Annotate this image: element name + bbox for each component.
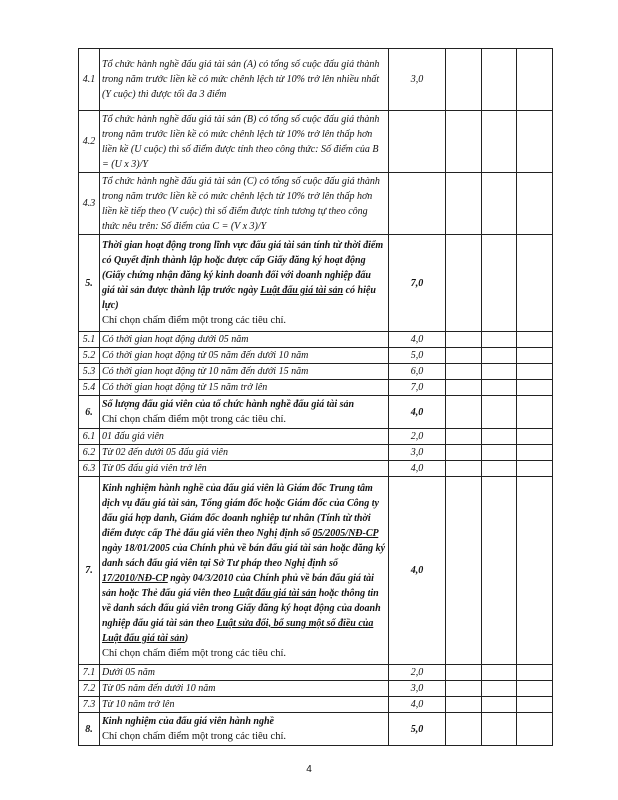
table-row bbox=[79, 665, 553, 681]
criterion-heading: Kinh nghiệm của đấu giá viên hành nghề bbox=[102, 716, 274, 727]
heading-text: có hiệu lực) bbox=[102, 285, 376, 311]
criterion-text: Từ 10 năm trở lên bbox=[100, 697, 389, 713]
empty-cell bbox=[446, 697, 482, 713]
row-number: 6. bbox=[79, 396, 100, 429]
empty-cell bbox=[446, 380, 482, 396]
criterion-heading bbox=[102, 481, 386, 646]
row-number: 6.3 bbox=[79, 461, 100, 477]
table-row bbox=[79, 380, 553, 396]
criterion-text: 01 đấu giá viên bbox=[100, 429, 389, 445]
heading-text: ) bbox=[184, 632, 189, 644]
empty-cell bbox=[446, 713, 482, 746]
table-row bbox=[79, 348, 553, 364]
empty-cell bbox=[446, 332, 482, 348]
empty-cell bbox=[446, 445, 482, 461]
heading-text: ngày 04/3/2010 của Chính phủ về bán đấu giá tài sản hoặc Thẻ đấu giá viên theo bbox=[102, 572, 374, 599]
table-row bbox=[79, 429, 553, 445]
criterion-text: Từ 05 đấu giá viên trở lên bbox=[100, 461, 389, 477]
row-number: 6.2 bbox=[79, 445, 100, 461]
row-number: 4.1 bbox=[79, 49, 100, 111]
heading-text: Kinh nghiệm hành nghề của đấu giá viên là Giám đốc Trung tâm dịch vụ đấu giá tài sản, Tổng giám đốc hoặc Giám đốc của Công ty đấu giá hợp danh, Giám đốc doanh nghiệp tư nhân (Tính từ thời điểm được cấp Thẻ đấu giá viên theo Nghị định số bbox=[102, 482, 379, 539]
criterion-cell bbox=[100, 235, 389, 332]
criterion-text: Từ 02 đến dưới 05 đấu giá viên bbox=[100, 445, 389, 461]
criterion-text: Có thời gian hoạt động từ 10 năm đến dưới 15 năm bbox=[100, 364, 389, 380]
criterion-cell bbox=[100, 396, 389, 429]
empty-cell bbox=[482, 235, 517, 332]
empty-cell bbox=[517, 380, 553, 396]
empty-cell bbox=[446, 235, 482, 332]
criterion-text: Tổ chức hành nghề đấu giá tài sản (A) có tổng số cuộc đấu giá thành trong năm trước liền kề có mức chênh lệch từ 10% trở lên nhiều nhất (Y cuộc) thì được tối đa 3 điểm bbox=[100, 49, 389, 111]
criterion-note: Chỉ chọn chấm điểm một trong các tiêu chí. bbox=[102, 731, 286, 742]
max-score: 3,0 bbox=[389, 681, 446, 697]
empty-cell bbox=[517, 235, 553, 332]
page-number: 4 bbox=[306, 764, 312, 775]
empty-cell bbox=[446, 477, 482, 665]
table-row bbox=[79, 697, 553, 713]
table-row bbox=[79, 713, 553, 746]
row-number: 4.3 bbox=[79, 173, 100, 235]
criterion-text: Dưới 05 năm bbox=[100, 665, 389, 681]
criterion-note: Chỉ chọn chấm điểm một trong các tiêu chí. bbox=[102, 315, 286, 326]
empty-cell bbox=[446, 681, 482, 697]
empty-cell bbox=[482, 348, 517, 364]
max-score: 2,0 bbox=[389, 429, 446, 445]
criterion-text: Tổ chức hành nghề đấu giá tài sản (B) có tổng số cuộc đấu giá thành trong năm trước liền kề có mức chênh lệch từ 10% trở lên thấp hơn liền kề (U cuộc) thì số điểm được tính theo công thức: Số điểm của B = (U x 3)/Y bbox=[100, 111, 389, 173]
empty-cell bbox=[446, 111, 482, 173]
empty-cell bbox=[517, 477, 553, 665]
empty-cell bbox=[446, 461, 482, 477]
table-row bbox=[79, 461, 553, 477]
criterion-text: Có thời gian hoạt động từ 15 năm trở lên bbox=[100, 380, 389, 396]
row-number: 5.2 bbox=[79, 348, 100, 364]
empty-cell bbox=[517, 332, 553, 348]
row-number: 5.1 bbox=[79, 332, 100, 348]
criterion-heading: Số lượng đấu giá viên của tổ chức hành nghề đấu giá tài sản bbox=[102, 399, 355, 410]
max-score bbox=[389, 173, 446, 235]
table-row bbox=[79, 364, 553, 380]
row-number: 7. bbox=[79, 477, 100, 665]
empty-cell bbox=[517, 713, 553, 746]
max-score: 7,0 bbox=[389, 235, 446, 332]
empty-cell bbox=[517, 697, 553, 713]
row-number: 7.2 bbox=[79, 681, 100, 697]
criterion-cell bbox=[100, 477, 389, 665]
empty-cell bbox=[482, 173, 517, 235]
row-number: 7.1 bbox=[79, 665, 100, 681]
empty-cell bbox=[482, 477, 517, 665]
empty-cell bbox=[446, 396, 482, 429]
max-score: 5,0 bbox=[389, 348, 446, 364]
decree-reference: 17/2010/NĐ-CP bbox=[102, 572, 168, 584]
empty-cell bbox=[482, 332, 517, 348]
row-number: 6.1 bbox=[79, 429, 100, 445]
max-score bbox=[389, 111, 446, 173]
table-row bbox=[79, 477, 553, 665]
heading-text: hoặc thông tin về danh sách đấu giá viên trong Giấy đăng ký hoạt động của doanh nghiệp đấu giá tài sản theo bbox=[102, 587, 381, 629]
max-score: 5,0 bbox=[389, 713, 446, 746]
max-score: 6,0 bbox=[389, 364, 446, 380]
max-score: 2,0 bbox=[389, 665, 446, 681]
row-number: 8. bbox=[79, 713, 100, 746]
table-row bbox=[79, 681, 553, 697]
table-row bbox=[79, 445, 553, 461]
max-score: 4,0 bbox=[389, 332, 446, 348]
law-reference: Luật đấu giá tài sản bbox=[260, 285, 344, 296]
empty-cell bbox=[517, 396, 553, 429]
table-row bbox=[79, 111, 553, 173]
empty-cell bbox=[517, 364, 553, 380]
max-score: 3,0 bbox=[389, 49, 446, 111]
empty-cell bbox=[517, 461, 553, 477]
empty-cell bbox=[482, 681, 517, 697]
table-row bbox=[79, 396, 553, 429]
criterion-note: Chỉ chọn chấm điểm một trong các tiêu chí. bbox=[102, 414, 286, 425]
empty-cell bbox=[517, 445, 553, 461]
empty-cell bbox=[517, 429, 553, 445]
row-number: 4.2 bbox=[79, 111, 100, 173]
empty-cell bbox=[517, 665, 553, 681]
row-number: 5.3 bbox=[79, 364, 100, 380]
criterion-text: Tổ chức hành nghề đấu giá tài sản (C) có tổng số cuộc đấu giá thành trong năm trước liền kề có mức chênh lệch từ 10% trở lên thấp hơn liền kề tiếp theo (V cuộc) thì số điểm được tính tương tự theo công thức nêu trên: Số điểm của C = (V x 3)/Y bbox=[100, 173, 389, 235]
empty-cell bbox=[482, 713, 517, 746]
empty-cell bbox=[482, 461, 517, 477]
criterion-note: Chỉ chọn chấm điểm một trong các tiêu chí. bbox=[102, 647, 286, 659]
row-number: 5. bbox=[79, 235, 100, 332]
empty-cell bbox=[517, 49, 553, 111]
law-reference: Luật sửa đổi, bổ sung một số điều của Luật đấu giá tài sản bbox=[102, 617, 374, 644]
criterion-text: Từ 05 năm đến dưới 10 năm bbox=[100, 681, 389, 697]
max-score: 3,0 bbox=[389, 445, 446, 461]
criterion-heading bbox=[102, 238, 386, 313]
empty-cell bbox=[482, 697, 517, 713]
table-row bbox=[79, 332, 553, 348]
table-row bbox=[79, 235, 553, 332]
empty-cell bbox=[517, 111, 553, 173]
table-row bbox=[79, 173, 553, 235]
max-score: 4,0 bbox=[389, 396, 446, 429]
empty-cell bbox=[482, 445, 517, 461]
criterion-text: Có thời gian hoạt động từ 05 năm đến dưới 10 năm bbox=[100, 348, 389, 364]
criterion-cell bbox=[100, 713, 389, 746]
empty-cell bbox=[517, 173, 553, 235]
empty-cell bbox=[517, 681, 553, 697]
empty-cell bbox=[482, 364, 517, 380]
criterion-text: Có thời gian hoạt động dưới 05 năm bbox=[100, 332, 389, 348]
max-score: 4,0 bbox=[389, 697, 446, 713]
empty-cell bbox=[482, 380, 517, 396]
row-number: 7.3 bbox=[79, 697, 100, 713]
empty-cell bbox=[482, 429, 517, 445]
empty-cell bbox=[446, 173, 482, 235]
heading-text: ngày 18/01/2005 của Chính phủ về bán đấu giá tài sản hoặc đăng ký danh sách đấu giá viên tại Sở Tư pháp theo Nghị định số bbox=[102, 542, 386, 569]
empty-cell bbox=[446, 364, 482, 380]
empty-cell bbox=[446, 49, 482, 111]
max-score: 7,0 bbox=[389, 380, 446, 396]
empty-cell bbox=[482, 396, 517, 429]
empty-cell bbox=[482, 111, 517, 173]
decree-reference: 05/2005/NĐ-CP bbox=[312, 527, 379, 539]
heading-text: Thời gian hoạt động trong lĩnh vực đấu giá tài sản tính từ thời điểm có Quyết định thành lập hoặc được cấp Giấy đăng ký hoạt động (Giấy chứng nhận đăng ký kinh doanh đối với doanh nghiệp đấu giá tài sản được thành lập trước ngày bbox=[102, 240, 384, 296]
empty-cell bbox=[446, 348, 482, 364]
empty-cell bbox=[446, 429, 482, 445]
table-row bbox=[79, 49, 553, 111]
max-score: 4,0 bbox=[389, 461, 446, 477]
empty-cell bbox=[517, 348, 553, 364]
empty-cell bbox=[446, 665, 482, 681]
empty-cell bbox=[482, 665, 517, 681]
scoring-table bbox=[78, 48, 553, 746]
empty-cell bbox=[482, 49, 517, 111]
row-number: 5.4 bbox=[79, 380, 100, 396]
max-score: 4,0 bbox=[389, 477, 446, 665]
law-reference: Luật đấu giá tài sản bbox=[233, 587, 317, 599]
